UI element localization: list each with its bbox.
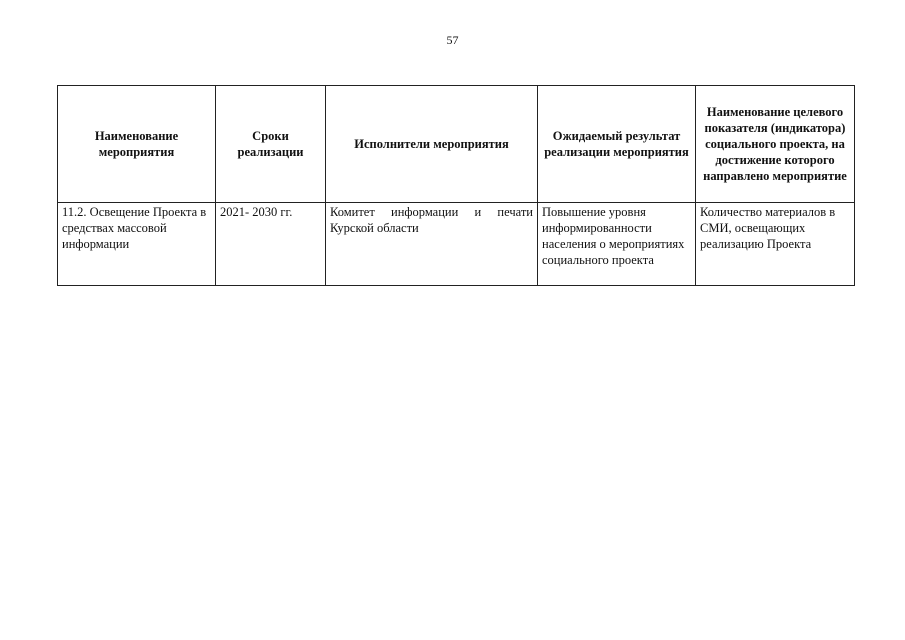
header-target-indicator: Наименование целевого показателя (индикатора) социального проекта, на достижение которого направлено мероприятие bbox=[696, 86, 855, 203]
cell-executors bbox=[326, 203, 538, 286]
page-number: 57 bbox=[446, 33, 459, 47]
cell-activity-name: 11.2. Освещение Проекта в средствах массовой информации bbox=[58, 203, 216, 286]
header-activity-name: Наименование мероприятия bbox=[58, 86, 216, 203]
table-row bbox=[58, 203, 855, 286]
cell-target-indicator: Количество материалов в СМИ, освещающих реализацию Проекта bbox=[696, 203, 855, 286]
activities-table bbox=[57, 85, 855, 286]
table-header-row bbox=[58, 86, 855, 203]
header-executors: Исполнители мероприятия bbox=[326, 86, 538, 203]
header-period: Сроки реализации bbox=[216, 86, 326, 203]
header-expected-result: Ожидаемый результат реализации мероприятия bbox=[538, 86, 696, 203]
cell-period: 2021- 2030 гг. bbox=[216, 203, 326, 286]
cell-expected-result: Повышение уровня информированности населения о мероприятиях социального проекта bbox=[538, 203, 696, 286]
cell-executors-line-2: Курской области bbox=[330, 221, 419, 235]
cell-executors-line-1: Комитет информации и печати bbox=[330, 205, 533, 219]
